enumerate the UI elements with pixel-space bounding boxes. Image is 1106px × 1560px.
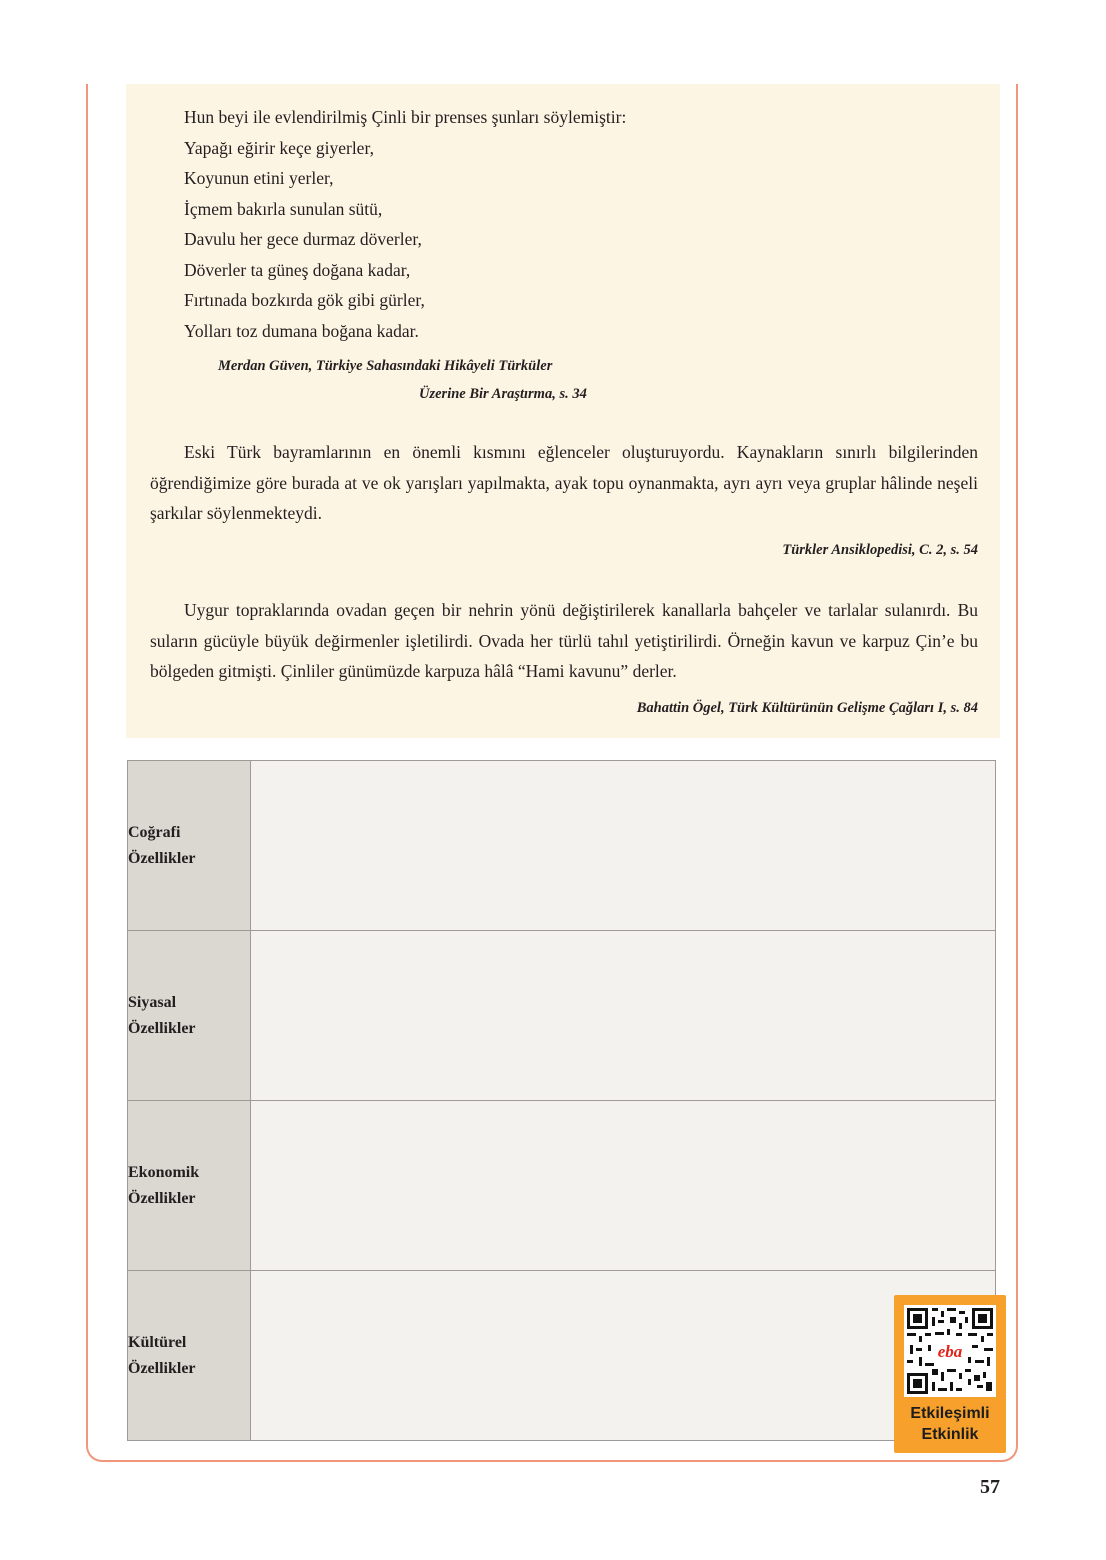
row-label-line: Coğrafi [128,823,181,841]
eba-label-line: Etkileşimli [910,1405,990,1422]
answer-cell-cografi[interactable] [251,761,996,931]
poem-intro: Hun beyi ile evlendirilmiş Çinli bir prenses şunları söylemiştir: [184,107,627,127]
poem-block [184,102,626,346]
row-label-ekonomik [128,1101,251,1271]
table-row [128,931,996,1101]
row-label-line: Siyasal [128,993,177,1011]
paragraph-uygur: Uygur topraklarında ovadan geçen bir nehrin yönü değiştirilerek kanallarla bahçeler ve tarlalar sulanırdı. Bu suların gücüyle büyük değirmenler işletilirdi. Ovada her türlü tahıl yetiştirilirdi. Örneğin kavun ve karpuz Çin’e bu bölgeden gitmişti. Çinliler günümüzde karpuza hâlâ “Hami kavunu” derler. [150,600,978,681]
answer-cell-ekonomik[interactable] [251,1101,996,1271]
eba-label[interactable] [894,1403,1006,1445]
answer-cell-kulturel[interactable] [251,1271,996,1441]
row-label-line: Özellikler [128,1189,196,1207]
row-label-siyasal [128,931,251,1101]
poem-line: Davulu her gece durmaz döverler, [184,229,422,249]
row-label-line: Özellikler [128,1019,196,1037]
eba-interactive-badge[interactable] [894,1295,1006,1453]
qr-code-icon[interactable] [904,1305,996,1397]
eba-logo-text: eba [937,1342,963,1361]
paragraph-bayramlar: Eski Türk bayramlarının en önemli kısmını eğlenceler oluşturuyordu. Kaynakların sınırlı bilgilerinden öğrendiğimize göre burada at ve ok yarışları yapılmakta, ayak topu oynanmakta, ayrı ayrı veya gruplar hâlinde neşeli şarkılar söylenmekteydi. [150,442,978,523]
row-label-line: Özellikler [128,849,196,867]
poem-line: Koyunun etini yerler, [184,168,334,188]
poem-line: Yolları toz dumana boğana kadar. [184,320,419,341]
poem-line: İçmem bakırla sunulan sütü, [184,198,383,219]
row-label-line: Ekonomik [128,1163,200,1181]
table-row [128,1271,996,1441]
answer-cell-siyasal[interactable] [251,931,996,1101]
paragraph-bayramlar-citation: Türkler Ansiklopedisi, C. 2, s. 54 [782,542,978,558]
poem-citation-line2: Üzerine Bir Araştırma, s. 34 [419,386,587,402]
row-label-cografi [128,761,251,931]
poem-line: Döverler ta güneş doğana kadar, [184,259,411,280]
eba-label-line: Etkinlik [921,1426,979,1443]
table-row [128,1101,996,1271]
poem-line: Yapağı eğirir keçe giyerler, [184,137,374,158]
row-label-kulturel [128,1271,251,1441]
features-table [127,760,996,1441]
poem-citation-line1: Merdan Güven, Türkiye Sahasındaki Hikâyeli Türküler [218,358,553,374]
poem-line: Fırtınada bozkırda gök gibi gürler, [184,290,425,310]
table-row [128,761,996,931]
page-number: 57 [980,1476,1000,1498]
row-label-line: Kültürel [128,1333,187,1351]
paragraph-uygur-citation: Bahattin Ögel, Türk Kültürünün Gelişme Çağları I, s. 84 [636,700,978,716]
row-label-line: Özellikler [128,1359,196,1377]
